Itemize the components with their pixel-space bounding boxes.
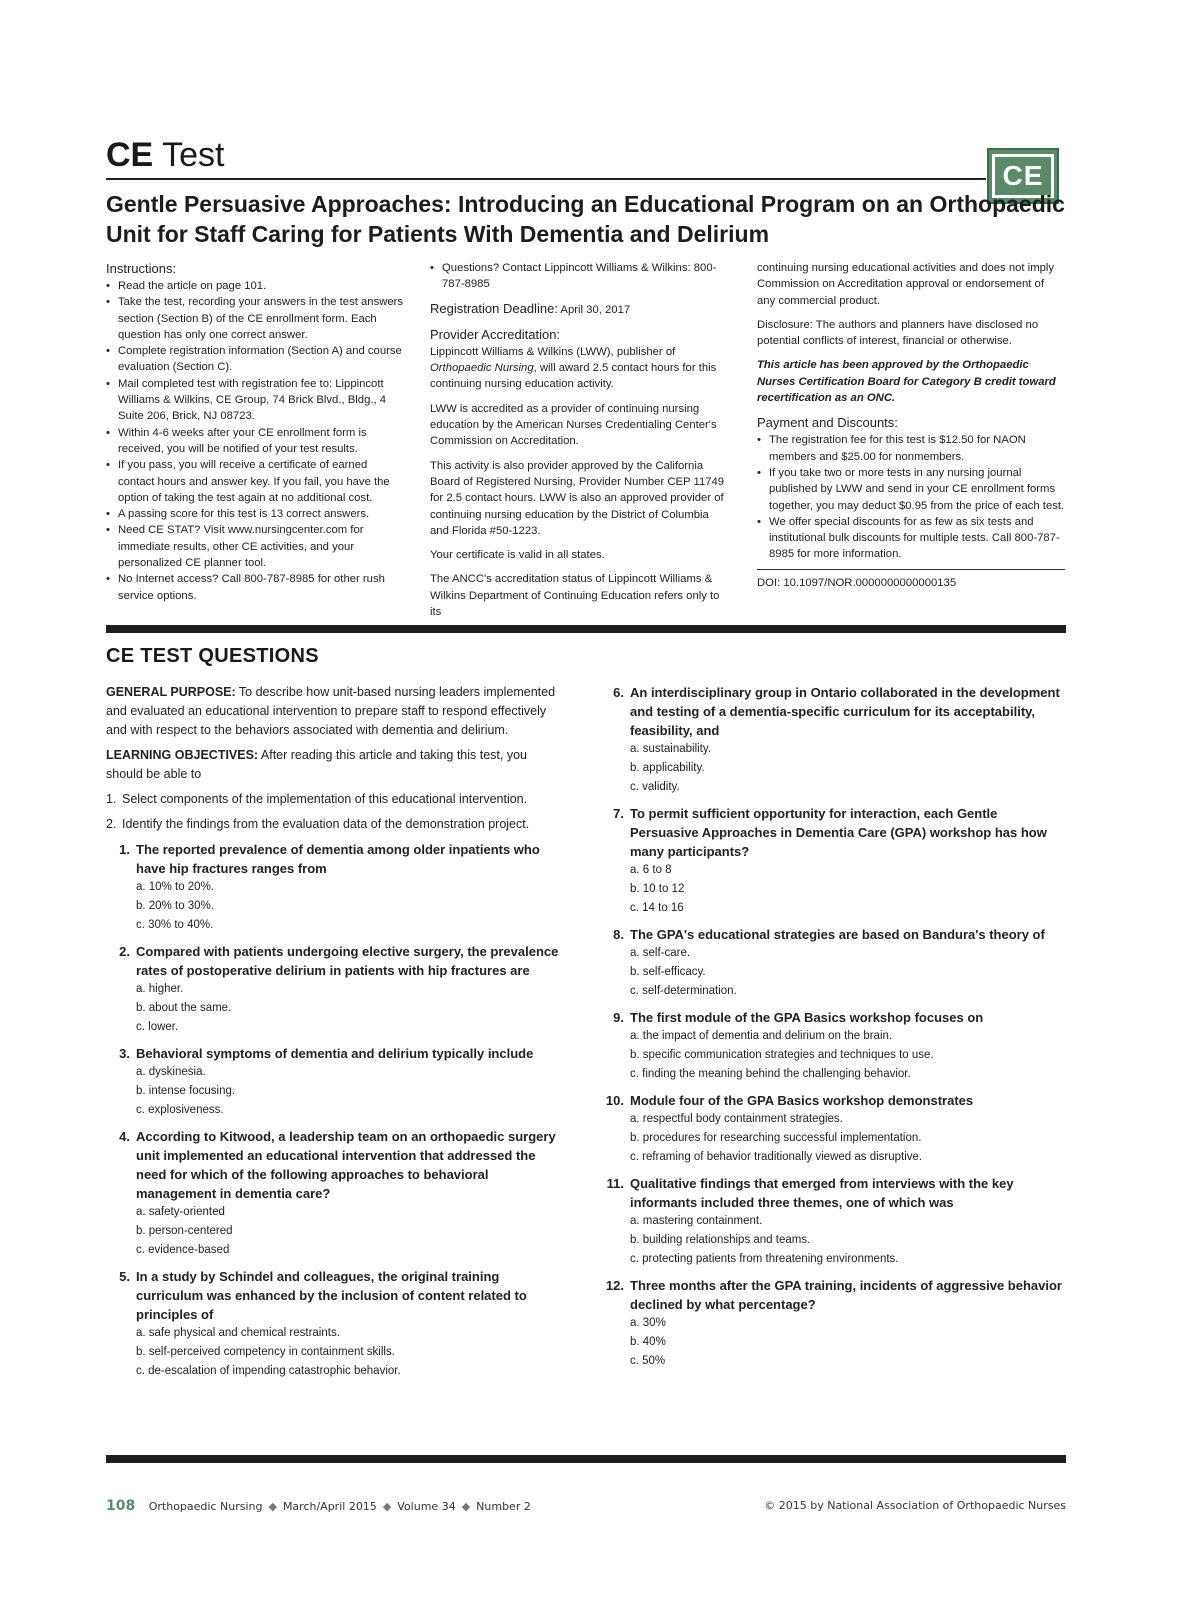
question-number: 8.	[613, 927, 624, 942]
question-item	[106, 1267, 566, 1381]
answer-option: a. the impact of dementia and delirium on the brain.	[630, 1030, 893, 1042]
question-number: 9.	[613, 1010, 624, 1025]
accreditation-continuation: continuing nursing educational activities and does not imply Commission on Accreditation approval or endorsement of any commercial product.	[757, 262, 1055, 307]
section-divider-bottom	[106, 1455, 1066, 1463]
questions-left-column	[106, 683, 566, 1388]
answer-option: b. applicability.	[630, 762, 705, 774]
question-number: 7.	[613, 806, 624, 821]
answer-option: b. building relationships and teams.	[630, 1234, 811, 1246]
learning-objectives	[106, 746, 566, 784]
question-list-right	[600, 683, 1066, 1371]
objective-text: Select components of the implementation of this educational intervention.	[122, 792, 528, 806]
title-divider	[106, 178, 986, 180]
issue-number: Number 2	[476, 1500, 531, 1513]
deadline-label: Registration Deadline:	[430, 300, 558, 316]
answer-option: c. evidence-based	[136, 1244, 230, 1256]
question-text: Three months after the GPA training, incidents of aggressive behavior declined by what percentage?	[630, 1278, 1062, 1312]
answer-option: b. intense focusing.	[136, 1085, 236, 1097]
answer-option: b. procedures for researching successful implementation.	[630, 1132, 922, 1144]
answer-option: c. lower.	[136, 1021, 179, 1033]
title-test: Test	[153, 136, 225, 174]
instruction-item: • Complete registration information (Section A) and course evaluation (Section C).	[106, 343, 406, 376]
question-text: An interdisciplinary group in Ontario collaborated in the development and testing of a dementia-specific curriculum for its acceptability, feasibility, and	[630, 685, 1060, 738]
copyright: © 2015 by National Association of Orthopaedic Nurses	[764, 1499, 1066, 1512]
page-number: 108	[106, 1498, 136, 1514]
question-item	[106, 840, 566, 935]
issue-date: March/April 2015	[282, 1500, 377, 1513]
question-item	[600, 1276, 1066, 1371]
answer-option: a. safety-oriented	[136, 1206, 225, 1218]
question-text: In a study by Schindel and colleagues, the original training curriculum was enhanced by the inclusion of content related to principles of	[136, 1269, 527, 1322]
question-number: 6.	[613, 685, 624, 700]
provider-paragraph-5: The ANCC's accreditation status of Lippincott Williams & Wilkins Department of Continuing Education refers only to its	[430, 573, 720, 619]
question-text: According to Kitwood, a leadership team on an orthopaedic surgery unit implemented an educational intervention that addressed the need for which of the following approaches to behavioral management in dementia care?	[136, 1129, 556, 1201]
question-number: 5.	[119, 1269, 130, 1284]
answer-option: c. 50%	[630, 1355, 666, 1367]
article-title: Gentle Persuasive Approaches: Introducing an Educational Program on an Orthopaedic Unit for Staff Caring for Patients With Dementia and Delirium	[106, 191, 1065, 247]
answer-option: a. 30%	[630, 1317, 666, 1329]
journal-title: Orthopaedic Nursing	[148, 1500, 263, 1513]
answer-option: a. self-care.	[630, 947, 691, 959]
page-title	[106, 135, 224, 175]
question-number: 10.	[605, 1093, 624, 1108]
answer-option: c. self-determination.	[630, 985, 737, 997]
diamond-icon: ◆	[268, 1500, 277, 1513]
question-text: To permit sufficient opportunity for interaction, each Gentle Persuasive Approaches in Dementia Care (GPA) workshop has how many participants?	[630, 806, 1047, 859]
question-number: 11.	[606, 1176, 624, 1191]
volume: Volume 34	[397, 1500, 456, 1513]
answer-option: a. safe physical and chemical restraints.	[136, 1327, 340, 1339]
answer-option: a. dyskinesia.	[136, 1066, 206, 1078]
answer-option: c. 14 to 16	[630, 902, 684, 914]
provider-paragraph-2: LWW is accredited as a provider of continuing nursing education by the American Nurses Credentialing Center's Commission on Accreditation.	[430, 402, 717, 448]
instruction-item: • If you pass, you will receive a certificate of earned contact hours and answer key. If you fail, you have the option of taking the test again at no additional cost.	[106, 457, 406, 506]
instruction-item: • Take the test, recording your answers in the test answers section (Section B) of the CE enrollment form. Each question has only one correct answer.	[106, 294, 406, 343]
diamond-icon: ◆	[461, 1500, 471, 1513]
provider-paragraph-1	[430, 344, 730, 393]
answer-option: b. self-perceived competency in containment skills.	[136, 1346, 395, 1358]
answer-option: a. 10% to 20%.	[136, 881, 214, 893]
answer-option: c. explosiveness.	[136, 1104, 224, 1116]
question-item	[600, 683, 1066, 797]
title-ce: CE	[106, 136, 154, 174]
answer-option: b. person-centered	[136, 1225, 233, 1237]
answer-option: a. mastering containment.	[630, 1215, 763, 1227]
question-number: 2.	[119, 944, 130, 959]
question-text: The GPA's educational strategies are based on Bandura's theory of	[630, 927, 1045, 942]
registration-deadline	[430, 301, 730, 318]
provider-text: Lippincott Williams & Wilkins (LWW), publisher of	[430, 345, 676, 358]
question-item	[106, 1127, 566, 1260]
question-number: 3.	[119, 1046, 130, 1061]
instruction-item: • Need CE STAT? Visit www.nursingcenter.com for immediate results, other CE activities, and your personalized CE planner tool.	[106, 522, 406, 571]
answer-option: a. respectful body containment strategies.	[630, 1113, 843, 1125]
question-text: Module four of the GPA Basics workshop demonstrates	[630, 1093, 974, 1108]
section-divider-top	[106, 625, 1066, 633]
deadline-value: April 30, 2017	[560, 303, 631, 316]
answer-option: c. protecting patients from threatening environments.	[630, 1253, 899, 1265]
answer-option: c. validity.	[630, 781, 680, 793]
objective-number: 1.	[106, 792, 117, 806]
question-number: 4.	[119, 1129, 130, 1144]
disclosure-column	[757, 260, 1065, 591]
question-text: Qualitative findings that emerged from interviews with the key informants included three themes, one of which was	[630, 1176, 1014, 1210]
question-text: Compared with patients undergoing elective surgery, the prevalence rates of postoperative delirium in patients with hip fractures are	[136, 944, 559, 978]
instructions-heading: Instructions:	[106, 261, 177, 276]
question-item	[600, 1174, 1066, 1269]
instructions-list	[106, 278, 406, 604]
payment-item: • The registration fee for this test is $12.50 for NAON members and $25.00 for nonmembers.	[757, 432, 1065, 465]
answer-option: b. 20% to 30%.	[136, 900, 214, 912]
question-list-left	[106, 840, 566, 1381]
objective-number: 2.	[106, 817, 117, 831]
learning-objectives-text: After reading this article and taking this test, you should be able to	[106, 748, 528, 781]
question-number: 12.	[605, 1278, 624, 1293]
learning-objectives-label: LEARNING OBJECTIVES:	[106, 748, 259, 762]
question-number: 1.	[119, 842, 130, 857]
instructions-column	[106, 260, 406, 604]
provider-paragraph-4: Your certificate is valid in all states.	[430, 549, 605, 562]
instruction-item: • No Internet access? Call 800-787-8985 for other rush service options.	[106, 571, 406, 604]
general-purpose-label: GENERAL PURPOSE:	[106, 685, 236, 699]
question-text: The first module of the GPA Basics workshop focuses on	[630, 1010, 984, 1025]
question-item	[106, 942, 566, 1037]
answer-option: a. sustainability.	[630, 743, 711, 755]
objective-item	[106, 815, 566, 834]
page-footer	[106, 1498, 1066, 1514]
answer-option: c. reframing of behavior traditionally viewed as disruptive.	[630, 1151, 923, 1163]
answer-option: c. de-escalation of impending catastrophic behavior.	[136, 1365, 401, 1377]
instruction-item: • A passing score for this test is 13 correct answers.	[106, 506, 406, 522]
provider-column	[430, 260, 730, 628]
instruction-item: • Mail completed test with registration fee to: Lippincott Williams & Wilkins, CE Group, 74 Brick Blvd., Bldg., 4 Suite 206, Brick, NJ 08723.	[106, 376, 406, 425]
question-text: Behavioral symptoms of dementia and delirium typically include	[136, 1046, 534, 1061]
general-purpose-text: To describe how unit-based nursing leaders implemented and evaluated an educational intervention to prepare staff to respond effectively and with respect to the behaviors associated with dementia and delirium.	[106, 685, 556, 737]
payment-item: • If you take two or more tests in any nursing journal published by LWW and send in your CE enrollment forms together, you may deduct $0.95 from the price of each test.	[757, 465, 1065, 514]
question-item	[600, 1091, 1066, 1167]
question-item	[600, 804, 1066, 918]
answer-option: b. about the same.	[136, 1002, 232, 1014]
objective-item	[106, 790, 566, 809]
questions-right-column	[600, 683, 1066, 1378]
question-item	[106, 1044, 566, 1120]
journal-name: Orthopaedic Nursing	[430, 362, 534, 375]
provider-text: , will award 2.5 contact hours for this continuing nursing education activity.	[430, 362, 717, 391]
ce-badge-text: CE	[992, 154, 1054, 198]
disclosure-text: Disclosure: The authors and planners have disclosed no potential conflicts of interest, financial or otherwise.	[757, 318, 1039, 348]
questions-contact: • Questions? Contact Lippincott Williams & Wilkins: 800-787-8985	[430, 260, 730, 293]
payment-heading: Payment and Discounts:	[757, 415, 898, 431]
doi-divider	[757, 569, 1065, 570]
answer-option: c. finding the meaning behind the challenging behavior.	[630, 1068, 911, 1080]
instruction-item: • Within 4-6 weeks after your CE enrollment form is received, you will be notified of your test results.	[106, 425, 406, 458]
questions-contact-list	[430, 260, 730, 293]
provider-heading: Provider Accreditation:	[430, 326, 561, 342]
payment-item: • We offer special discounts for as few as six tests and institutional bulk discounts for multiple tests. Call 800-787-8985 for more information.	[757, 514, 1065, 563]
answer-option: b. specific communication strategies and techniques to use.	[630, 1049, 934, 1061]
provider-paragraph-3: This activity is also provider approved by the California Board of Registered Nursing, Provider Number CEP 11749 for 2.5 contact hours. LWW is also an approved provider of continuing nursing education by the District of Columbia and Florida #50-1223.	[430, 459, 725, 537]
doi-text: DOI: 10.1097/NOR.0000000000000135	[757, 576, 957, 589]
general-purpose	[106, 683, 566, 740]
question-item	[600, 1008, 1066, 1084]
answer-option: b. 10 to 12	[630, 883, 685, 895]
question-text: The reported prevalence of dementia among older inpatients who have hip fractures ranges from	[136, 842, 540, 876]
questions-heading: CE TEST QUESTIONS	[106, 645, 319, 667]
payment-list	[757, 432, 1065, 562]
answer-option: a. 6 to 8	[630, 864, 672, 876]
approval-text: This article has been approved by the Orthopaedic Nurses Certification Board for Category B credit toward recertification as an ONC.	[757, 359, 1056, 405]
answer-option: a. higher.	[136, 983, 184, 995]
objective-text: Identify the findings from the evaluation data of the demonstration project.	[122, 817, 530, 831]
question-item	[600, 925, 1066, 1001]
answer-option: c. 30% to 40%.	[136, 919, 214, 931]
answer-option: b. self-efficacy.	[630, 966, 706, 978]
diamond-icon: ◆	[382, 1500, 392, 1513]
answer-option: b. 40%	[630, 1336, 666, 1348]
instruction-item: • Read the article on page 101.	[106, 278, 406, 294]
